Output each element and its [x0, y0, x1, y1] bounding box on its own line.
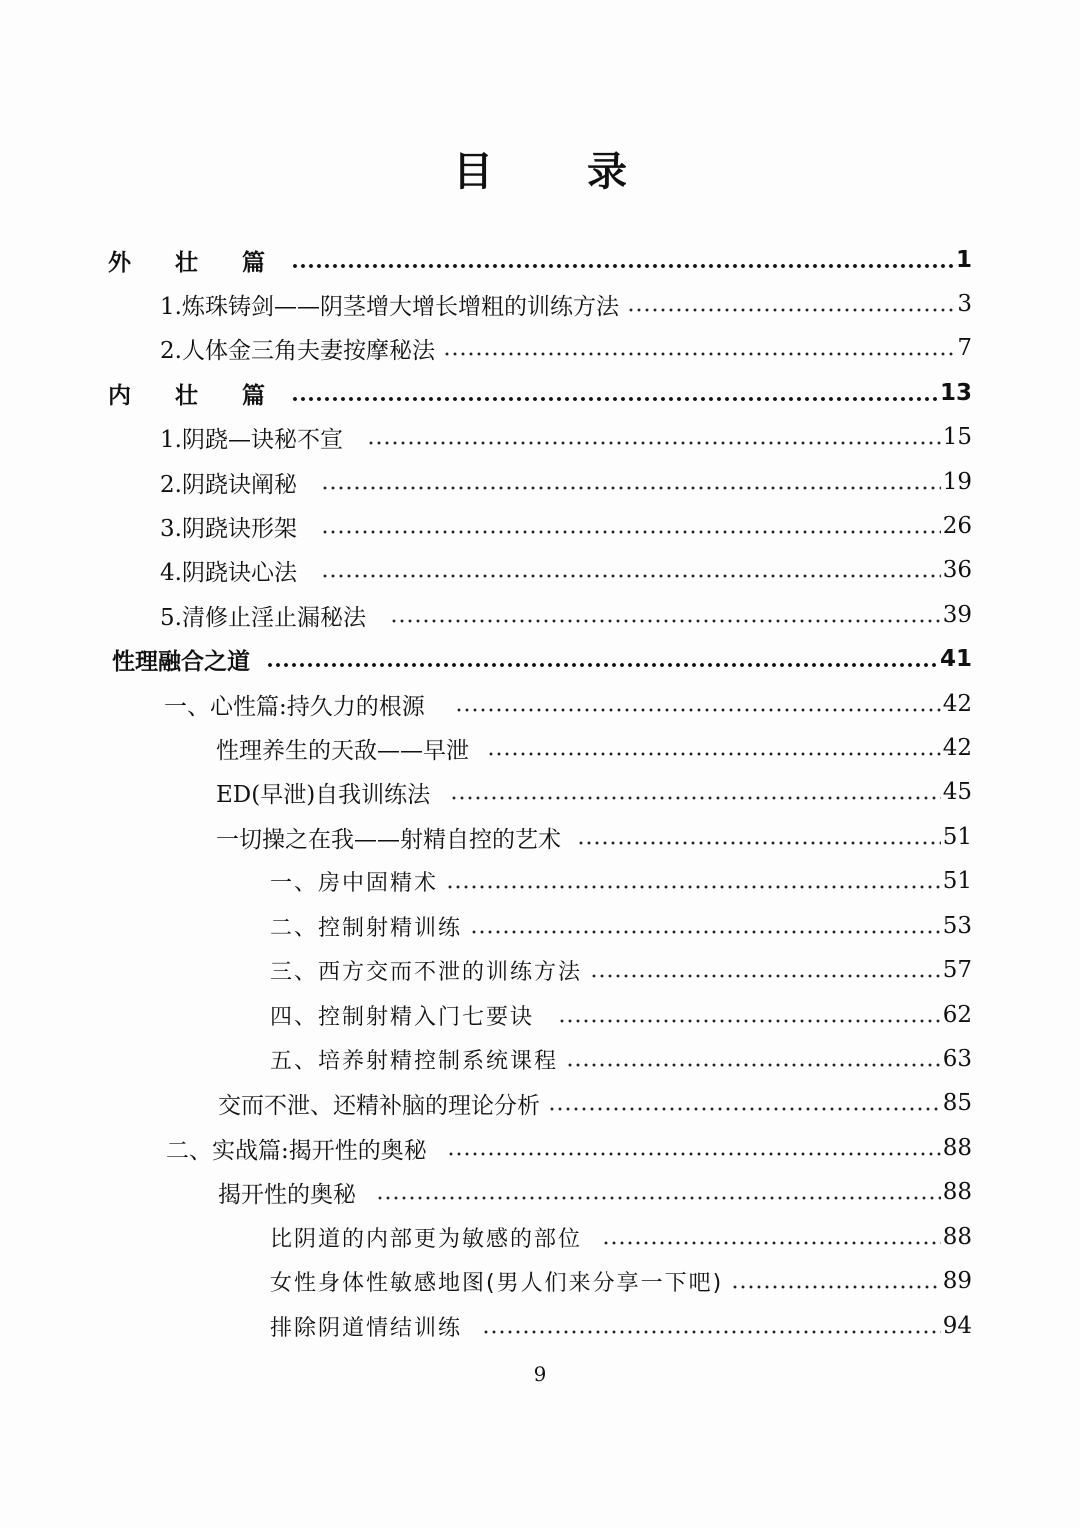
toc-entry-label: 二、控制射精训练 [270, 915, 463, 941]
toc-entry-page: 26 [942, 513, 972, 539]
toc-entry[interactable] [270, 950, 972, 990]
toc-entry-label: 内 壮 篇 [108, 382, 284, 409]
leader-dots [627, 284, 954, 324]
toc-entry-page: 13 [939, 380, 972, 406]
toc-entry-section[interactable] [108, 240, 972, 280]
toc-entry-page: 89 [942, 1268, 972, 1294]
leader-dots [321, 462, 941, 502]
toc-entry[interactable] [160, 595, 972, 635]
toc-entry[interactable] [160, 506, 972, 546]
toc-entry[interactable] [166, 1128, 972, 1168]
leader-dots [321, 550, 941, 590]
leader-dots [558, 995, 941, 1035]
toc-entry-label: 3.阴跷诀形架 [160, 515, 297, 542]
toc-entry[interactable] [160, 550, 972, 590]
leader-dots [367, 417, 941, 457]
leader-dots [376, 1172, 941, 1212]
toc-entry-page: 39 [942, 602, 972, 628]
toc-entry-page: 19 [942, 469, 972, 495]
toc-entry-label: 外 壮 篇 [108, 249, 284, 276]
toc-entry-page: 88 [942, 1135, 972, 1161]
toc-entry-label: 女性身体性敏感地图(男人们来分享一下吧) [270, 1270, 724, 1296]
leader-dots [548, 1083, 941, 1123]
toc-entry-page: 1 [955, 247, 972, 273]
toc-entry-label: 一、房中固精术 [270, 870, 439, 896]
toc-entry-label: 二、实战篇:揭开性的奥秘 [166, 1137, 427, 1164]
leader-dots [482, 1306, 941, 1346]
toc-entry-label: 四、控制射精入门七要诀 [270, 1004, 535, 1030]
toc-entry-label: 2.人体金三角夫妻按摩秘法 [160, 337, 435, 364]
toc-entry[interactable] [270, 861, 972, 901]
toc-entry[interactable] [216, 817, 972, 857]
toc-entry[interactable] [160, 462, 972, 502]
toc-entry-page: 36 [942, 557, 972, 583]
toc-entry-label: 1.炼珠铸剑——阴茎增大增长增粗的训练方法 [160, 293, 619, 320]
toc-entry-page: 3 [957, 291, 972, 317]
page-title: 目 录 [453, 149, 667, 195]
leader-dots [443, 328, 954, 368]
toc-entry[interactable] [160, 284, 972, 324]
toc-entry-page: 63 [942, 1046, 972, 1072]
toc-entry-label: 4.阴跷诀心法 [160, 559, 297, 586]
leader-dots [470, 906, 941, 946]
leader-dots [566, 1039, 941, 1079]
leader-dots [731, 1261, 941, 1301]
leader-dots [447, 1128, 941, 1168]
toc-entry-section[interactable] [112, 639, 972, 679]
toc-entry-page: 53 [942, 913, 972, 939]
toc-entry-label: 三、西方交而不泄的训练方法 [270, 959, 583, 985]
toc-entry-page: 51 [942, 868, 972, 894]
toc-entry-page: 42 [942, 691, 972, 717]
toc-entry-page: 88 [942, 1224, 972, 1250]
toc-entry[interactable] [270, 1306, 972, 1346]
leader-dots [390, 595, 941, 635]
toc-entry[interactable] [216, 772, 972, 812]
toc-entry[interactable] [160, 417, 972, 457]
toc-entry[interactable] [218, 1172, 972, 1212]
toc-entry-page: 41 [939, 646, 972, 672]
leader-dots [602, 1217, 941, 1257]
toc-entry-page: 62 [942, 1002, 972, 1028]
toc-entry-page: 42 [942, 735, 972, 761]
toc-entry-section[interactable] [108, 373, 972, 413]
toc-entry-page: 45 [942, 779, 972, 805]
toc-entry-page: 88 [942, 1179, 972, 1205]
toc-entry-label: 性理融合之道 [112, 648, 250, 675]
toc-entry[interactable] [270, 1039, 972, 1079]
toc-entry-label: 性理养生的天敌——早泄 [216, 737, 469, 764]
toc-entry-page: 94 [942, 1313, 972, 1339]
toc-entry[interactable] [164, 684, 972, 724]
toc-entry-label: 交而不泄、还精补脑的理论分析 [218, 1092, 540, 1119]
toc-entry-page: 85 [942, 1090, 972, 1116]
toc-entry-label: 5.清修止淫止漏秘法 [160, 604, 366, 631]
leader-dots [487, 728, 941, 768]
toc-entry-label: 比阴道的内部更为敏感的部位 [270, 1226, 583, 1252]
leader-dots [446, 861, 941, 901]
toc-entry[interactable] [270, 995, 972, 1035]
toc-entry-page: 57 [942, 957, 972, 983]
toc-entry-label: 揭开性的奥秘 [218, 1181, 356, 1208]
leader-dots [291, 240, 954, 280]
page-number: 9 [533, 1362, 547, 1386]
toc-entry[interactable] [218, 1083, 972, 1123]
leader-dots [590, 950, 941, 990]
toc-entry[interactable] [216, 728, 972, 768]
toc-entry-page: 51 [942, 824, 972, 850]
toc-entry[interactable] [270, 1261, 972, 1301]
toc-entry-label: 一、心性篇:持久力的根源 [164, 693, 425, 720]
toc-entry-label: 一切操之在我——射精自控的艺术 [216, 826, 561, 853]
toc-entry-label: 1.阴跷—诀秘不宣 [160, 426, 343, 453]
toc-entry-page: 15 [942, 424, 972, 450]
toc-entry-label: ED(早泄)自我训练法 [216, 781, 431, 808]
leader-dots [321, 506, 941, 546]
leader-dots [577, 817, 941, 857]
toc-entry[interactable] [270, 1217, 972, 1257]
toc-entry[interactable] [270, 906, 972, 946]
toc-entry-page: 7 [957, 335, 972, 361]
leader-dots [291, 373, 938, 413]
leader-dots [455, 684, 941, 724]
toc-entry[interactable] [160, 328, 972, 368]
toc-entry-label: 五、培养射精控制系统课程 [270, 1048, 559, 1074]
toc-entry-label: 2.阴跷诀阐秘 [160, 471, 297, 498]
leader-dots [266, 639, 938, 679]
toc-entry-label: 排除阴道情结训练 [270, 1315, 463, 1341]
leader-dots [450, 772, 941, 812]
